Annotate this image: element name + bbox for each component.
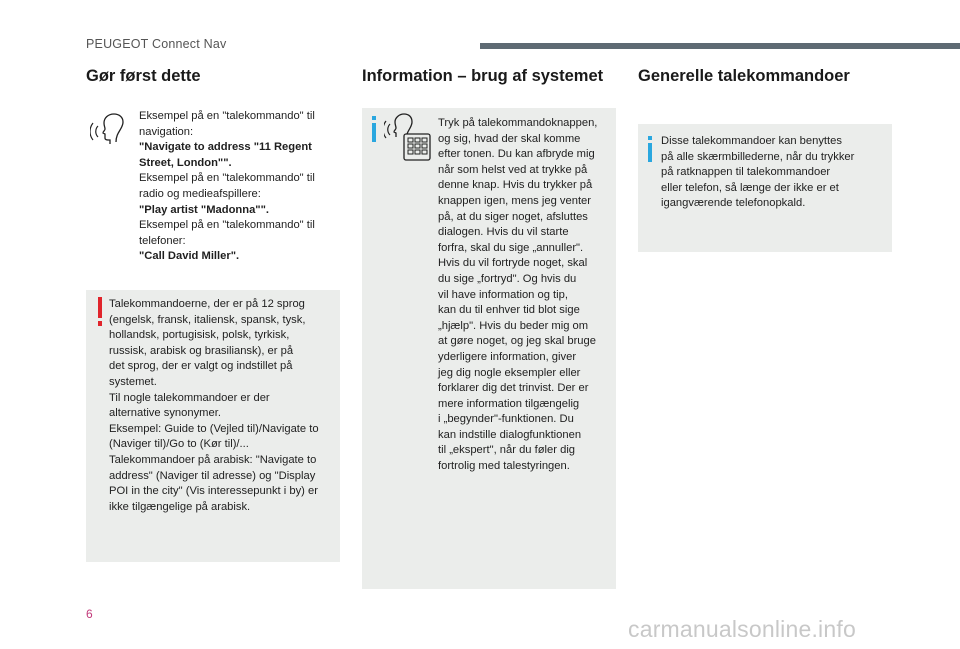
text-line: det sprog, der er valgt og indstillet på — [109, 360, 293, 373]
text-line: Til nogle talekommandoer er der — [109, 391, 270, 404]
text-line: radio og medieafspillere: — [139, 187, 261, 200]
text-line: Street, London"". — [139, 156, 232, 169]
watermark: carmanualsonline.info — [628, 616, 856, 642]
info-icon — [370, 116, 378, 142]
warning-text — [109, 297, 337, 515]
text-line: "Play artist "Madonna"". — [139, 203, 270, 216]
info-icon — [646, 136, 654, 162]
text-line: på ratknappen til talekommandoer — [661, 166, 831, 179]
text-line: POI in the city" (Vis interessepunkt i by) er — [109, 485, 318, 498]
text-line: at gøre noget, og jeg skal bruge — [438, 335, 596, 348]
text-line: til „ekspert", når du føler dig — [438, 444, 576, 457]
text-line: yderligere information, giver — [438, 350, 577, 363]
text-line: igangværende telefonopkald. — [661, 197, 806, 210]
voice-command-examples — [139, 109, 339, 265]
text-line: russisk, arabisk og brasiliansk), er på — [109, 344, 294, 357]
text-line: navigation: — [139, 125, 194, 138]
text-line: telefoner: — [139, 234, 186, 247]
text-line: Hvis du vil fortryde noget, skal — [438, 257, 588, 270]
text-line: eller telefon, så længe der ikke er et — [661, 181, 839, 194]
text-line: Talekommandoerne, der er på 12 sprog — [109, 298, 305, 310]
section-title-information: Information – brug af systemet — [362, 67, 604, 85]
voice-keypad-icon — [384, 112, 434, 162]
text-line: mere information tilgængelig — [438, 397, 580, 410]
text-line: dialogen. Hvis du vil starte — [438, 226, 569, 239]
text-line: vil have information og tip, — [438, 288, 568, 301]
text-line: alternative synonymer. — [109, 407, 221, 420]
text-line: „hjælp". Hvis du beder mig om — [438, 319, 589, 332]
text-line: "Navigate to address "11 Regent — [139, 141, 312, 154]
section-title-general-commands: Generelle talekommandoer — [638, 67, 850, 85]
text-line: forfra, skal du sige „annuller". — [438, 241, 584, 254]
text-line: fortrolig med talestyringen. — [438, 460, 570, 473]
warning-box — [86, 290, 340, 562]
text-line: når som helst ved at trykke på — [438, 163, 588, 176]
text-line: i „begynder"-funktionen. Du — [438, 413, 574, 426]
text-line: ikke tilgængelige på arabisk. — [109, 500, 251, 513]
text-line: Eksempel på en "talekommando" til — [139, 110, 315, 122]
text-line: systemet. — [109, 375, 157, 388]
text-line: "Call David Miller". — [139, 250, 240, 263]
text-line: på, at du siger noget, afsluttes — [438, 210, 588, 223]
text-line: Disse talekommandoer kan benyttes — [661, 135, 842, 147]
page-number: 6 — [86, 607, 93, 621]
voice-command-icon — [90, 112, 128, 148]
text-line: (engelsk, fransk, italiensk, spansk, tysk, — [109, 313, 306, 326]
text-line: kan indstille dialogfunktionen — [438, 428, 582, 441]
text-line: Eksempel på en "talekommando" til — [139, 172, 315, 185]
running-header: PEUGEOT Connect Nav — [86, 37, 227, 51]
text-line: hollandsk, portugisisk, polsk, tyrkisk, — [109, 329, 290, 342]
text-line: (Naviger til)/Go to (Kør til)/... — [109, 438, 249, 451]
text-line: kan du til enhver tid blot sige — [438, 304, 580, 317]
general-commands-text — [661, 134, 889, 212]
text-line: denne knap. Hvis du trykker på — [438, 179, 593, 192]
info-box-general-commands — [638, 124, 892, 252]
text-line: på alle skærmbillederne, når du trykker — [661, 150, 855, 163]
system-usage-text — [438, 116, 614, 475]
info-box-system-usage — [362, 108, 616, 589]
text-line: forklarer dig det trinvist. Der er — [438, 382, 589, 395]
text-line: address" (Naviger til adresse) og "Display — [109, 469, 316, 482]
text-line: og sig, hvad der skal komme — [438, 132, 581, 145]
warning-icon — [96, 297, 104, 327]
section-title-first: Gør først dette — [86, 67, 201, 85]
text-line: Talekommandoer på arabisk: "Navigate to — [109, 453, 317, 466]
text-line: Eksempel: Guide to (Vejled til)/Navigate to — [109, 422, 319, 435]
text-line: Tryk på talekommandoknappen, — [438, 117, 598, 129]
header-bar — [480, 43, 960, 49]
text-line: knappen igen, mens jeg venter — [438, 194, 591, 207]
text-line: Eksempel på en "talekommando" til — [139, 219, 315, 232]
text-line: efter tonen. Du kan afbryde mig — [438, 148, 595, 161]
text-line: du sige „fortryd". Og hvis du — [438, 272, 577, 285]
text-line: jeg dig nogle eksempler eller — [438, 366, 581, 379]
